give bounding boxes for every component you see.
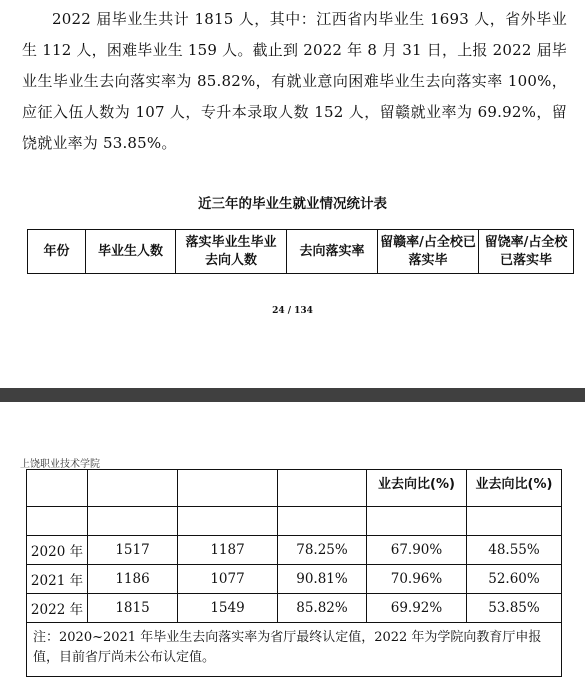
placed-cell: 1077	[178, 565, 278, 594]
table-cell	[88, 470, 178, 507]
document-page-bottom	[0, 402, 585, 665]
page-number: 24 / 134	[272, 306, 313, 316]
table-note: 注：2020~2021 年毕业生去向落实率为省厅最终认定值，2022 年为学院向教育厅申报值，目前省厅尚未公布认定值。	[27, 623, 562, 677]
table-cell	[27, 507, 88, 536]
jiangxi-rate-cell: 67.90%	[367, 536, 467, 565]
table-cell	[367, 507, 467, 536]
table-row	[27, 594, 562, 623]
header-cell-graduates: 毕业生人数	[86, 230, 176, 274]
rate-cell: 85.82%	[278, 594, 367, 623]
year-cell: 2022 年	[27, 594, 88, 623]
table-title: 近三年的毕业生就业情况统计表	[198, 196, 387, 212]
year-cell: 2020 年	[27, 536, 88, 565]
jiangxi-rate-cell: 70.96%	[367, 565, 467, 594]
header-cell-rate: 去向落实率	[287, 230, 378, 274]
table-row-spacer	[27, 507, 562, 536]
placed-cell: 1549	[178, 594, 278, 623]
school-header: 上饶职业技术学院	[20, 459, 100, 470]
table-cell	[88, 507, 178, 536]
page-gap	[0, 388, 585, 402]
stats-table-header	[27, 229, 574, 274]
rate-cell: 90.81%	[278, 565, 367, 594]
table-cell: 业去向比(%)	[367, 470, 467, 507]
header-cell-placed: 落实毕业生毕业去向人数	[176, 230, 287, 274]
table-cell	[178, 507, 278, 536]
table-cell	[178, 470, 278, 507]
header-continuation-row	[27, 470, 562, 507]
header-cell-year: 年份	[28, 230, 86, 274]
shangrao-rate-cell: 48.55%	[467, 536, 562, 565]
stats-table-body	[26, 469, 562, 677]
table-cell	[467, 507, 562, 536]
rate-cell: 78.25%	[278, 536, 367, 565]
jiangxi-rate-cell: 69.92%	[367, 594, 467, 623]
graduates-cell: 1517	[88, 536, 178, 565]
header-cell-shangrao-rate: 留饶率/占全校已落实毕	[479, 230, 574, 274]
shangrao-rate-cell: 52.60%	[467, 565, 562, 594]
header-row	[28, 230, 574, 274]
table-cell	[278, 470, 367, 507]
table-cell	[27, 470, 88, 507]
table-row	[27, 565, 562, 594]
summary-paragraph: 2022 届毕业生共计 1815 人，其中：江西省内毕业生 1693 人，省外毕业生 112 人，困难毕业生 159 人。截止到 2022 年 8 月 31 日，上报 2022 届毕业生毕业生去向落实率为 85.82%，有就业意向困难毕业生去向落实率 100%，应征入伍人数为 107 人，专升本录取人数 152 人，留赣就业率为 69.92%，留饶就业率为 53.85%。	[22, 10, 567, 152]
year-cell: 2021 年	[27, 565, 88, 594]
note-row	[27, 623, 562, 677]
shangrao-rate-cell: 53.85%	[467, 594, 562, 623]
table-cell: 业去向比(%)	[467, 470, 562, 507]
graduates-cell: 1186	[88, 565, 178, 594]
table-cell	[278, 507, 367, 536]
graduates-cell: 1815	[88, 594, 178, 623]
header-cell-jiangxi-rate: 留赣率/占全校已落实毕	[378, 230, 479, 274]
table-row	[27, 536, 562, 565]
placed-cell: 1187	[178, 536, 278, 565]
